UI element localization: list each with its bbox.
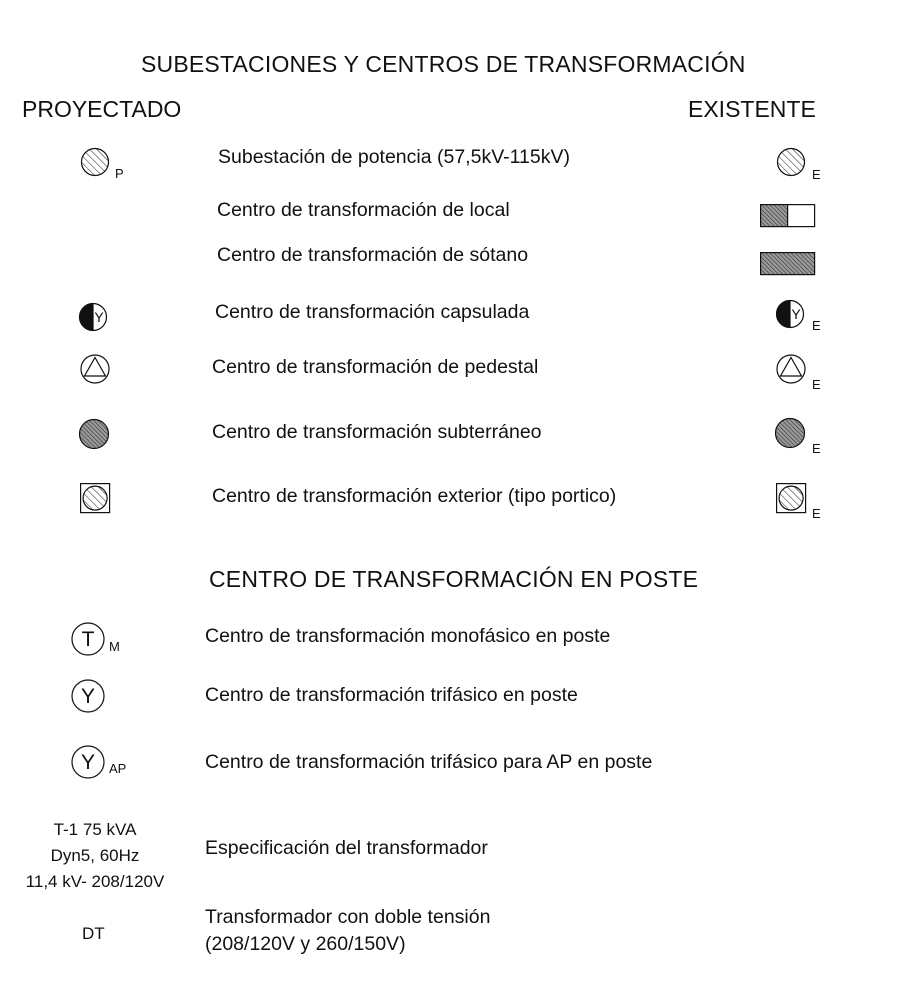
legend-label: Especificación del transformador	[205, 837, 488, 859]
legend-label: Centro de transformación subterráneo	[212, 421, 542, 443]
column-header-proyectado: PROYECTADO	[22, 96, 182, 122]
symbol-suffix-p: P	[115, 166, 124, 181]
legend-label: Centro de transformación capsulada	[215, 301, 530, 323]
column-header-existente: EXISTENTE	[688, 96, 816, 122]
symbol-suffix-e: E	[812, 377, 821, 392]
t-circle-icon	[71, 622, 105, 656]
legend-label: Centro de transformación trifásico para AP en poste	[205, 751, 653, 773]
half-filled-y-circle-icon	[775, 299, 807, 329]
symbol-suffix-e: E	[812, 441, 821, 456]
legend-label: Centro de transformación de pedestal	[212, 356, 539, 378]
hatched-circle-icon	[776, 147, 806, 177]
page-title: SUBESTACIONES Y CENTROS DE TRANSFORMACIÓN	[141, 51, 746, 77]
symbol-letter: T	[81, 628, 95, 651]
symbol-suffix-ap: AP	[109, 761, 127, 776]
spec-line-2: Dyn5, 60Hz	[50, 846, 140, 865]
symbol-letter: Y	[791, 306, 801, 322]
symbol-letter: Y	[80, 751, 96, 774]
hatched-square-icon	[80, 483, 112, 515]
symbol-suffix-e: E	[812, 318, 821, 333]
spec-line-1: T-1 75 kVA	[53, 820, 137, 839]
filled-hatched-circle-icon	[79, 419, 111, 451]
legend-label: Centro de transformación exterior (tipo portico)	[212, 485, 617, 507]
legend-label: Centro de transformación trifásico en poste	[205, 684, 578, 706]
y-circle-icon	[71, 679, 105, 713]
legend-label-line2: (208/120V y 260/150V)	[205, 933, 406, 955]
symbol-suffix-m: M	[109, 639, 120, 654]
section-title-poste: CENTRO DE TRANSFORMACIÓN EN POSTE	[209, 566, 699, 592]
hatched-rectangle-icon	[760, 252, 816, 276]
symbol-letter: Y	[80, 685, 96, 708]
symbol-suffix-e: E	[812, 506, 821, 521]
legend-label: Centro de transformación monofásico en poste	[205, 625, 611, 647]
filled-hatched-circle-icon	[775, 418, 807, 450]
dt-code: DT	[82, 924, 105, 943]
legend-label: Subestación de potencia (57,5kV-115kV)	[218, 146, 570, 168]
legend-label-line1: Transformador con doble tensión	[205, 906, 491, 928]
half-filled-y-circle-icon	[78, 302, 110, 332]
symbol-suffix-e: E	[812, 167, 821, 182]
legend-label: Centro de transformación de local	[217, 199, 510, 221]
symbol-letter: Y	[94, 309, 104, 325]
hatched-square-icon	[776, 483, 808, 515]
legend-label: Centro de transformación de sótano	[217, 244, 529, 266]
triangle-circle-icon	[80, 354, 112, 386]
hatched-circle-icon	[80, 147, 110, 177]
half-hatched-rectangle-icon	[760, 204, 816, 228]
triangle-circle-icon	[776, 354, 808, 386]
y-circle-icon	[71, 745, 105, 779]
spec-line-3: 11,4 kV- 208/120V	[25, 872, 165, 891]
transformer-spec-block	[10, 817, 180, 895]
